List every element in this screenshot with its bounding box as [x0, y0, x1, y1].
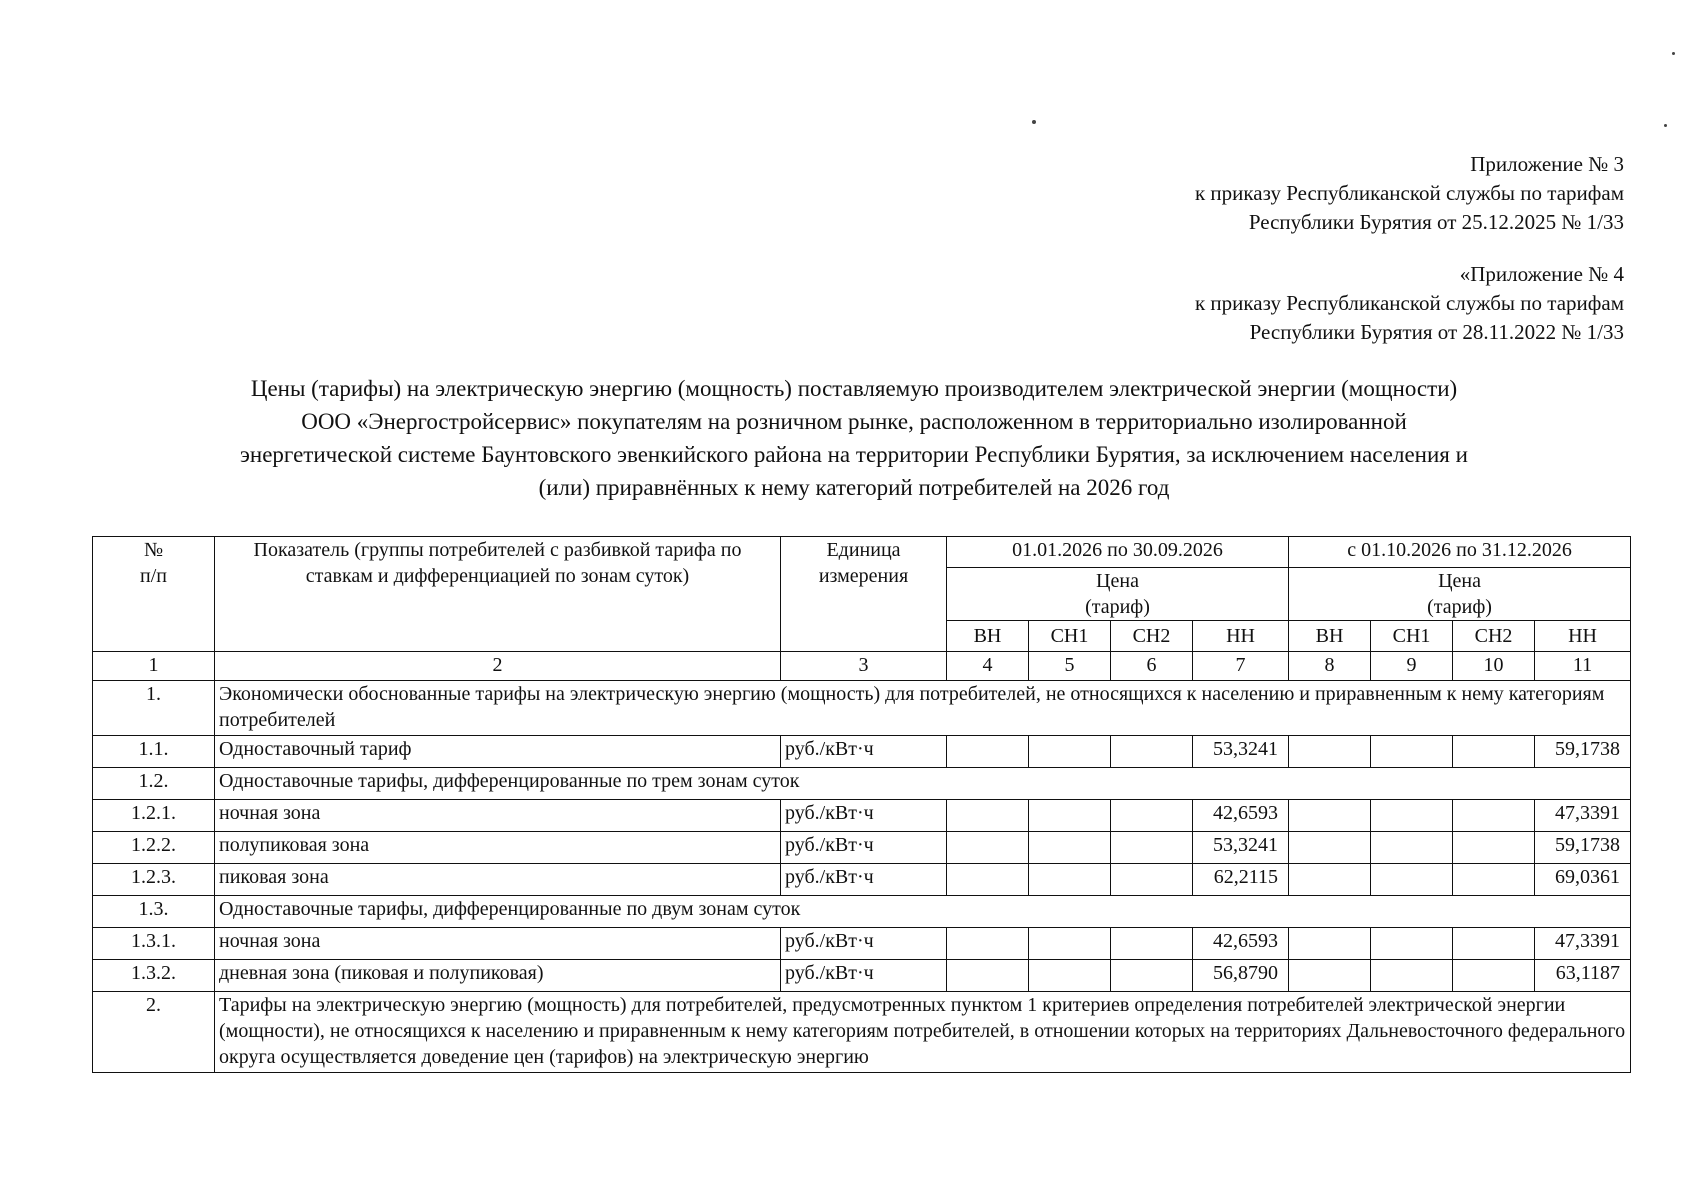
row-label: ночная зона — [215, 928, 781, 960]
cell-empty — [1371, 736, 1453, 768]
cell-empty — [1453, 832, 1535, 864]
header-period-2: с 01.10.2026 по 31.12.2026 — [1289, 537, 1631, 568]
cell-empty — [1289, 736, 1371, 768]
table-row — [93, 736, 1631, 768]
price-period2-nn: 69,0361 — [1535, 864, 1631, 896]
cell-empty — [1371, 800, 1453, 832]
cell-empty — [947, 864, 1029, 896]
price-period1-nn: 42,6593 — [1193, 928, 1289, 960]
cell-empty — [1289, 928, 1371, 960]
cell-empty — [1289, 960, 1371, 992]
row-unit: руб./кВт·ч — [781, 832, 947, 864]
table-row — [93, 864, 1631, 896]
row-unit: руб./кВт·ч — [781, 736, 947, 768]
row-label: Одноставочные тарифы, дифференцированные по двум зонам суток — [215, 896, 1631, 928]
header-num: № п/п — [93, 537, 215, 652]
header-level-sn2: СН2 — [1111, 621, 1193, 652]
row-label: ночная зона — [215, 800, 781, 832]
column-number: 9 — [1371, 652, 1453, 681]
row-unit: руб./кВт·ч — [781, 928, 947, 960]
header-unit: Единица измерения — [781, 537, 947, 652]
row-id: 1.2.3. — [93, 864, 215, 896]
annex-reference-previous — [1195, 260, 1624, 347]
price-period1-nn: 53,3241 — [1193, 832, 1289, 864]
row-label: дневная зона (пиковая и полупиковая) — [215, 960, 781, 992]
cell-empty — [1029, 928, 1111, 960]
cell-empty — [1111, 864, 1193, 896]
table-row — [93, 800, 1631, 832]
title-line: ООО «Энергостройсервис» покупателям на розничном рынке, расположенном в территориально изолированной — [301, 409, 1407, 434]
column-number: 3 — [781, 652, 947, 681]
scan-speck — [1032, 120, 1036, 124]
price-period2-nn: 47,3391 — [1535, 928, 1631, 960]
row-id: 1.1. — [93, 736, 215, 768]
cell-empty — [947, 960, 1029, 992]
column-number: 11 — [1535, 652, 1631, 681]
header-level-sn1: СН1 — [1029, 621, 1111, 652]
price-period1-nn: 62,2115 — [1193, 864, 1289, 896]
table-row — [93, 960, 1631, 992]
header-level-sn1: СН1 — [1371, 621, 1453, 652]
row-id: 1.2.2. — [93, 832, 215, 864]
annex-number: Приложение № 3 — [1470, 152, 1624, 176]
cell-empty — [1371, 928, 1453, 960]
cell-empty — [1029, 960, 1111, 992]
row-unit: руб./кВт·ч — [781, 960, 947, 992]
table-row-section — [93, 768, 1631, 800]
row-id: 1.3.1. — [93, 928, 215, 960]
title-line: энергетической системе Баунтовского эвенкийского района на территории Республики Бурятия, за исключением населения и — [240, 442, 1468, 467]
cell-empty — [947, 736, 1029, 768]
cell-empty — [947, 928, 1029, 960]
annex-order-date: Республики Бурятия от 28.11.2022 № 1/33 — [1249, 320, 1624, 344]
row-label: Тарифы на электрическую энергию (мощность) для потребителей, предусмотренных пунктом 1 критериев определения потребителей электрической энергии (мощности), не относящихся к населению и приравненным к нему категориям потребителей, в отношении которых на территориях Дальневосточного федерального округа осуществляется доведение цен (тарифов) на электрическую энергию — [215, 992, 1631, 1073]
column-number: 4 — [947, 652, 1029, 681]
annex-order-date: Республики Бурятия от 25.12.2025 № 1/33 — [1248, 210, 1624, 234]
column-number: 8 — [1289, 652, 1371, 681]
row-id: 1.3. — [93, 896, 215, 928]
cell-empty — [1029, 736, 1111, 768]
price-period2-nn: 47,3391 — [1535, 800, 1631, 832]
row-label: полупиковая зона — [215, 832, 781, 864]
header-level-nn: НН — [1535, 621, 1631, 652]
cell-empty — [1453, 960, 1535, 992]
table-row — [93, 928, 1631, 960]
price-period1-nn: 56,8790 — [1193, 960, 1289, 992]
price-period2-nn: 63,1187 — [1535, 960, 1631, 992]
document-title — [84, 372, 1624, 504]
column-number: 2 — [215, 652, 781, 681]
column-numbers-row — [93, 652, 1631, 681]
column-number: 10 — [1453, 652, 1535, 681]
cell-empty — [1453, 928, 1535, 960]
row-label: пиковая зона — [215, 864, 781, 896]
cell-empty — [1111, 960, 1193, 992]
cell-empty — [1111, 736, 1193, 768]
header-period-1: 01.01.2026 по 30.09.2026 — [947, 537, 1289, 568]
row-unit: руб./кВт·ч — [781, 864, 947, 896]
column-number: 6 — [1111, 652, 1193, 681]
price-period1-nn: 53,3241 — [1193, 736, 1289, 768]
table-row-section — [93, 992, 1631, 1073]
row-id: 2. — [93, 992, 215, 1073]
row-label: Одноставочные тарифы, дифференцированные по трем зонам суток — [215, 768, 1631, 800]
title-line: (или) приравнённых к нему категорий потребителей на 2026 год — [538, 475, 1170, 500]
header-row — [93, 537, 1631, 568]
cell-empty — [1111, 800, 1193, 832]
table-row-section — [93, 896, 1631, 928]
cell-empty — [1289, 864, 1371, 896]
scan-speck — [1664, 124, 1667, 127]
header-level-vn: ВН — [1289, 621, 1371, 652]
row-id: 1.3.2. — [93, 960, 215, 992]
cell-empty — [1371, 960, 1453, 992]
row-label: Экономически обоснованные тарифы на электрическую энергию (мощность) для потребителей, не относящихся к населению и приравненным к нему категориям потребителей — [215, 681, 1631, 736]
row-unit: руб./кВт·ч — [781, 800, 947, 832]
row-id: 1.2. — [93, 768, 215, 800]
cell-empty — [1029, 832, 1111, 864]
row-label: Одноставочный тариф — [215, 736, 781, 768]
tariff-table — [92, 536, 1631, 1073]
row-id: 1. — [93, 681, 215, 736]
header-level-vn: ВН — [947, 621, 1029, 652]
title-line: Цены (тарифы) на электрическую энергию (мощность) поставляемую производителем электрической энергии (мощности) — [250, 376, 1458, 401]
row-id: 1.2.1. — [93, 800, 215, 832]
cell-empty — [1453, 864, 1535, 896]
cell-empty — [1453, 800, 1535, 832]
table-row — [93, 832, 1631, 864]
header-indicator: Показатель (группы потребителей с разбивкой тарифа по ставкам и дифференциацией по зонам суток) — [215, 537, 781, 652]
cell-empty — [947, 832, 1029, 864]
table-body — [93, 537, 1631, 1073]
table-row-section — [93, 681, 1631, 736]
header-level-sn2: СН2 — [1453, 621, 1535, 652]
column-number: 5 — [1029, 652, 1111, 681]
annex-reference-current — [1195, 150, 1624, 237]
annex-order-reference: к приказу Республиканской службы по тарифам — [1194, 181, 1624, 205]
scan-speck — [1672, 52, 1675, 55]
cell-empty — [947, 800, 1029, 832]
header-level-nn: НН — [1193, 621, 1289, 652]
cell-empty — [1029, 800, 1111, 832]
cell-empty — [1289, 800, 1371, 832]
cell-empty — [1453, 736, 1535, 768]
cell-empty — [1111, 832, 1193, 864]
cell-empty — [1029, 864, 1111, 896]
header-price-1: Цена (тариф) — [947, 568, 1289, 621]
column-number: 1 — [93, 652, 215, 681]
header-price-2: Цена (тариф) — [1289, 568, 1631, 621]
price-period2-nn: 59,1738 — [1535, 832, 1631, 864]
price-period1-nn: 42,6593 — [1193, 800, 1289, 832]
cell-empty — [1289, 832, 1371, 864]
cell-empty — [1371, 832, 1453, 864]
annex-number: «Приложение № 4 — [1459, 262, 1624, 286]
annex-order-reference: к приказу Республиканской службы по тарифам — [1194, 291, 1624, 315]
column-number: 7 — [1193, 652, 1289, 681]
cell-empty — [1371, 864, 1453, 896]
cell-empty — [1111, 928, 1193, 960]
price-period2-nn: 59,1738 — [1535, 736, 1631, 768]
